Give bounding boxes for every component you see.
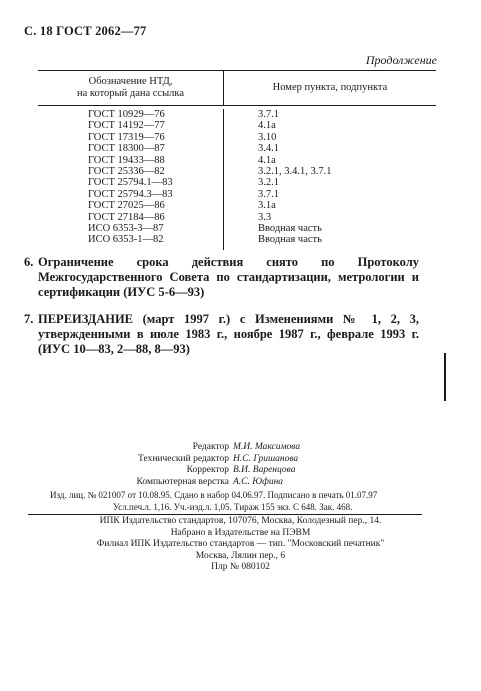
- table-cell-doc: ГОСТ 25336—82: [88, 165, 165, 177]
- column-header-document-line2: на который дана ссылка: [77, 88, 184, 99]
- table-cell-doc: ГОСТ 17319—76: [88, 131, 165, 143]
- table-cell-doc: ГОСТ 19433—88: [88, 154, 165, 166]
- table-cell-item: 3.1а: [258, 200, 276, 212]
- table-body: [38, 106, 436, 250]
- credit-role: Технический редактор: [138, 453, 229, 464]
- imprint-line-5: Плр № 080102: [211, 562, 270, 572]
- publication-line-1: Изд. лиц. № 021007 от 10.08.95. Сдано в набор 04.06.97. Подписано в печать 01.07.97: [50, 490, 378, 500]
- credit-role: Компьютерная верстка: [136, 476, 229, 487]
- table-cell-doc: ГОСТ 25794.1—83: [88, 177, 173, 189]
- credits-block: [0, 442, 481, 488]
- table-cell-item: 3.7.1: [258, 188, 279, 200]
- continuation-label: Продолжение: [365, 53, 437, 67]
- table-cell-doc: ГОСТ 27025—86: [88, 200, 165, 212]
- item-column: [224, 109, 436, 250]
- table-cell-item: Вводная часть: [258, 234, 322, 246]
- reference-table: [38, 70, 436, 250]
- table-header: [38, 71, 436, 105]
- table-cell-doc: ГОСТ 27184—86: [88, 211, 165, 223]
- imprint-rule: [28, 514, 422, 515]
- imprint-line-3: Филиал ИПК Издательство стандартов — тип. "Московский печатник": [96, 539, 385, 549]
- table-cell-item: 4.1а: [258, 154, 276, 166]
- credit-role: Корректор: [186, 465, 229, 475]
- table-cell-doc: ГОСТ 10929—76: [88, 109, 165, 120]
- imprint-line-1: ИПК Издательство стандартов, 107076, Москва, Колодезный пер., 14.: [99, 516, 382, 526]
- imprint-line-2: Набрано в Издательстве на ПЭВМ: [170, 527, 311, 538]
- page-title: С. 18 ГОСТ 2062—77: [24, 24, 147, 38]
- column-header-document-line1: Обозначение НТД,: [88, 76, 173, 87]
- credit-person: В.И. Варенцова: [233, 465, 296, 475]
- table-cell-item: 3.2.1: [258, 177, 279, 189]
- table-cell-doc: ГОСТ 25794.3—83: [88, 188, 173, 200]
- publication-info: [50, 490, 377, 513]
- table-cell-item: 3.4.1: [258, 143, 279, 155]
- note-7-text: ПЕРЕИЗДАНИЕ (март 1997 г.) с Изменениями № 1, 2, 3, утвержденными в июле 1983 г., ноябре 1987 г., феврале 1993 г. (ИУС 10—83, 2—88, 8—93): [38, 312, 419, 356]
- table-cell-item: 3.3: [258, 211, 272, 223]
- note-6-text: Ограничение срока действия снято по Протоколу Межгосударственного Совета по стандартизации, метрологии и сертификации (ИУС 5-6—93): [38, 255, 419, 299]
- credit-person: А.С. Юфина: [233, 476, 284, 487]
- table-cell-item: 3.7.1: [258, 109, 279, 120]
- note-7: [24, 312, 419, 357]
- table-cell-item: 4.1а: [258, 120, 276, 132]
- table-cell-item: 3.10: [258, 131, 277, 143]
- table-cell-doc: ГОСТ 18300—87: [88, 143, 165, 155]
- table-cell-doc: ГОСТ 14192—77: [88, 120, 165, 132]
- imprint-line-4: Москва, Лялин пер., 6: [195, 550, 286, 561]
- note-7-number: 7.: [24, 312, 34, 326]
- credit-tech-editor: [0, 454, 481, 466]
- document-column: [38, 109, 224, 250]
- table-cell-item: 3.2.1, 3.4.1, 3.7.1: [258, 165, 332, 177]
- note-6-number: 6.: [24, 255, 34, 269]
- table-cell-item: Вводная часть: [258, 222, 322, 234]
- table-cell-doc: ИСО 6353-3—87: [88, 222, 164, 234]
- credit-corrector: [0, 465, 481, 477]
- credit-editor: [0, 442, 481, 454]
- credit-role: Редактор: [192, 442, 229, 452]
- publication-line-2: Усл.печ.л. 1,16. Уч.-изд.л. 1,05. Тираж 155 экз. С 648. Зак. 468.: [113, 501, 353, 512]
- credit-layout: [0, 477, 481, 489]
- note-6: [24, 255, 419, 300]
- column-header-item: Номер пункта, подпункта: [272, 82, 388, 93]
- table-cell-doc: ИСО 6353-1—82: [88, 234, 164, 246]
- column-header-document: [38, 71, 224, 105]
- imprint-block: [0, 516, 481, 574]
- margin-change-bar: [444, 353, 446, 401]
- credit-person: М.И. Максимова: [233, 442, 301, 452]
- credit-person: Н.С. Гришанова: [233, 453, 299, 464]
